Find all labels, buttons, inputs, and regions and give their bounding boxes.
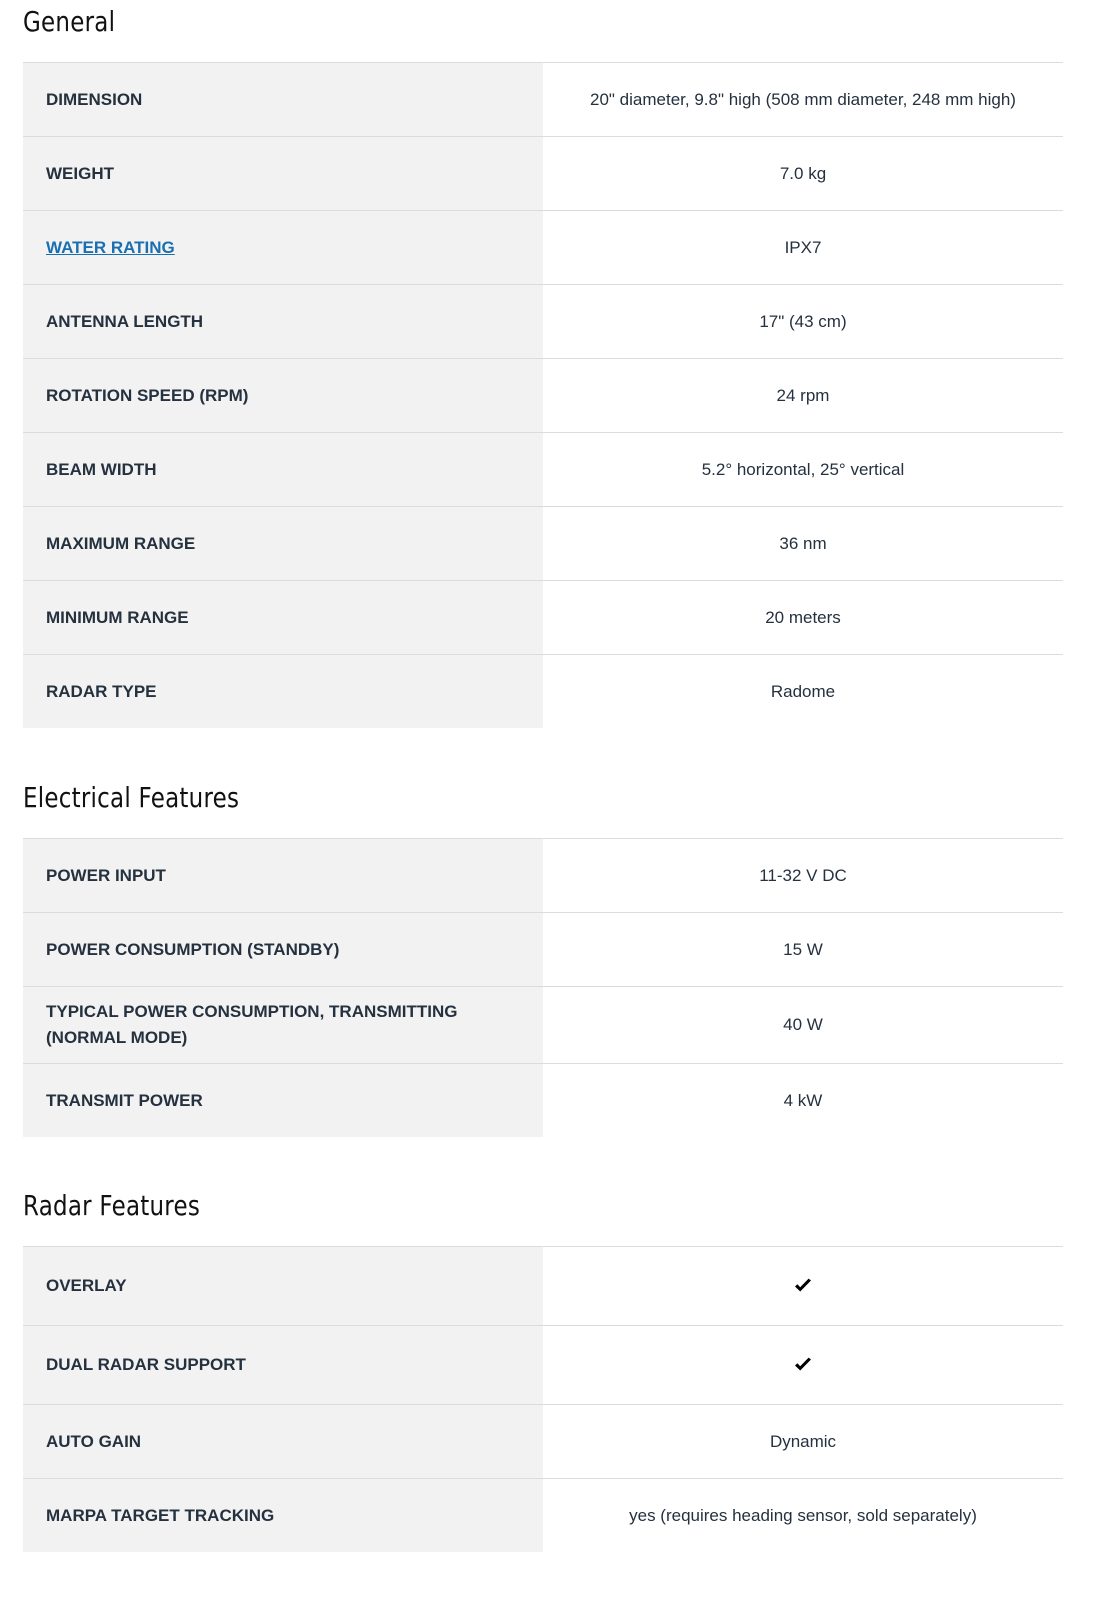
spec-row bbox=[23, 1064, 1063, 1138]
spec-label: ANTENNA LENGTH bbox=[23, 285, 543, 359]
spec-row bbox=[23, 211, 1063, 285]
spec-value bbox=[543, 1247, 1063, 1326]
spec-row bbox=[23, 359, 1063, 433]
spec-label: DIMENSION bbox=[23, 63, 543, 137]
spec-row bbox=[23, 507, 1063, 581]
section-title-general: General bbox=[23, 5, 116, 38]
spec-row bbox=[23, 137, 1063, 211]
spec-label: POWER INPUT bbox=[23, 839, 543, 913]
spec-value: IPX7 bbox=[784, 237, 822, 257]
spec-value: 24 rpm bbox=[776, 385, 830, 405]
spec-row bbox=[23, 63, 1063, 137]
spec-row bbox=[23, 1326, 1063, 1405]
spec-row bbox=[23, 987, 1063, 1064]
water-rating-link[interactable]: WATER RATING bbox=[46, 237, 175, 257]
section-title-electrical: Electrical Features bbox=[23, 781, 240, 814]
checkmark-icon bbox=[793, 1276, 813, 1296]
spec-row bbox=[23, 581, 1063, 655]
spec-value: 15 W bbox=[783, 939, 823, 959]
spec-table-radar bbox=[23, 1246, 1063, 1552]
spec-row bbox=[23, 433, 1063, 507]
spec-value: 20 meters bbox=[765, 607, 841, 627]
spec-value: Dynamic bbox=[769, 1431, 837, 1451]
spec-table-electrical bbox=[23, 838, 1063, 1137]
spec-label: TRANSMIT POWER bbox=[23, 1064, 543, 1138]
spec-label: BEAM WIDTH bbox=[23, 433, 543, 507]
spec-label: ROTATION SPEED (RPM) bbox=[23, 359, 543, 433]
checkmark-icon bbox=[793, 1355, 813, 1375]
spec-label: MAXIMUM RANGE bbox=[23, 507, 543, 581]
spec-value: 17" (43 cm) bbox=[759, 311, 847, 331]
spec-label: POWER CONSUMPTION (STANDBY) bbox=[23, 913, 543, 987]
spec-value: Radome bbox=[770, 681, 836, 701]
spec-label: WEIGHT bbox=[23, 137, 543, 211]
spec-value: yes (requires heading sensor, sold separately) bbox=[629, 1505, 977, 1525]
spec-label: MARPA TARGET TRACKING bbox=[23, 1479, 543, 1553]
spec-row bbox=[23, 655, 1063, 729]
spec-row bbox=[23, 1247, 1063, 1326]
spec-value bbox=[543, 1326, 1063, 1405]
section-spacer bbox=[23, 1137, 1063, 1184]
spec-row bbox=[23, 913, 1063, 987]
spec-value: 20" diameter, 9.8" high (508 mm diameter, 248 mm high) bbox=[590, 89, 1016, 109]
spec-label: MINIMUM RANGE bbox=[23, 581, 543, 655]
spec-row bbox=[23, 1405, 1063, 1479]
spec-sheet bbox=[23, 0, 1063, 1552]
spec-value: 40 W bbox=[783, 1015, 823, 1034]
spec-label: DUAL RADAR SUPPORT bbox=[23, 1326, 543, 1405]
spec-label: OVERLAY bbox=[23, 1247, 543, 1326]
spec-table-general bbox=[23, 62, 1063, 728]
section-spacer bbox=[23, 728, 1063, 776]
spec-label: AUTO GAIN bbox=[23, 1405, 543, 1479]
spec-label-cell bbox=[23, 211, 543, 285]
spec-value: 7.0 kg bbox=[779, 163, 827, 183]
spec-value: 36 nm bbox=[779, 533, 827, 553]
spec-row bbox=[23, 1479, 1063, 1553]
spec-row bbox=[23, 285, 1063, 359]
spec-label: RADAR TYPE bbox=[23, 655, 543, 729]
spec-label: TYPICAL POWER CONSUMPTION, TRANSMITTING (NORMAL MODE) bbox=[23, 987, 543, 1064]
spec-value: 4 kW bbox=[783, 1090, 823, 1110]
spec-value: 5.2° horizontal, 25° vertical bbox=[701, 459, 905, 479]
section-title-radar: Radar Features bbox=[23, 1189, 201, 1222]
spec-value: 11-32 V DC bbox=[759, 865, 847, 885]
spec-row bbox=[23, 839, 1063, 913]
